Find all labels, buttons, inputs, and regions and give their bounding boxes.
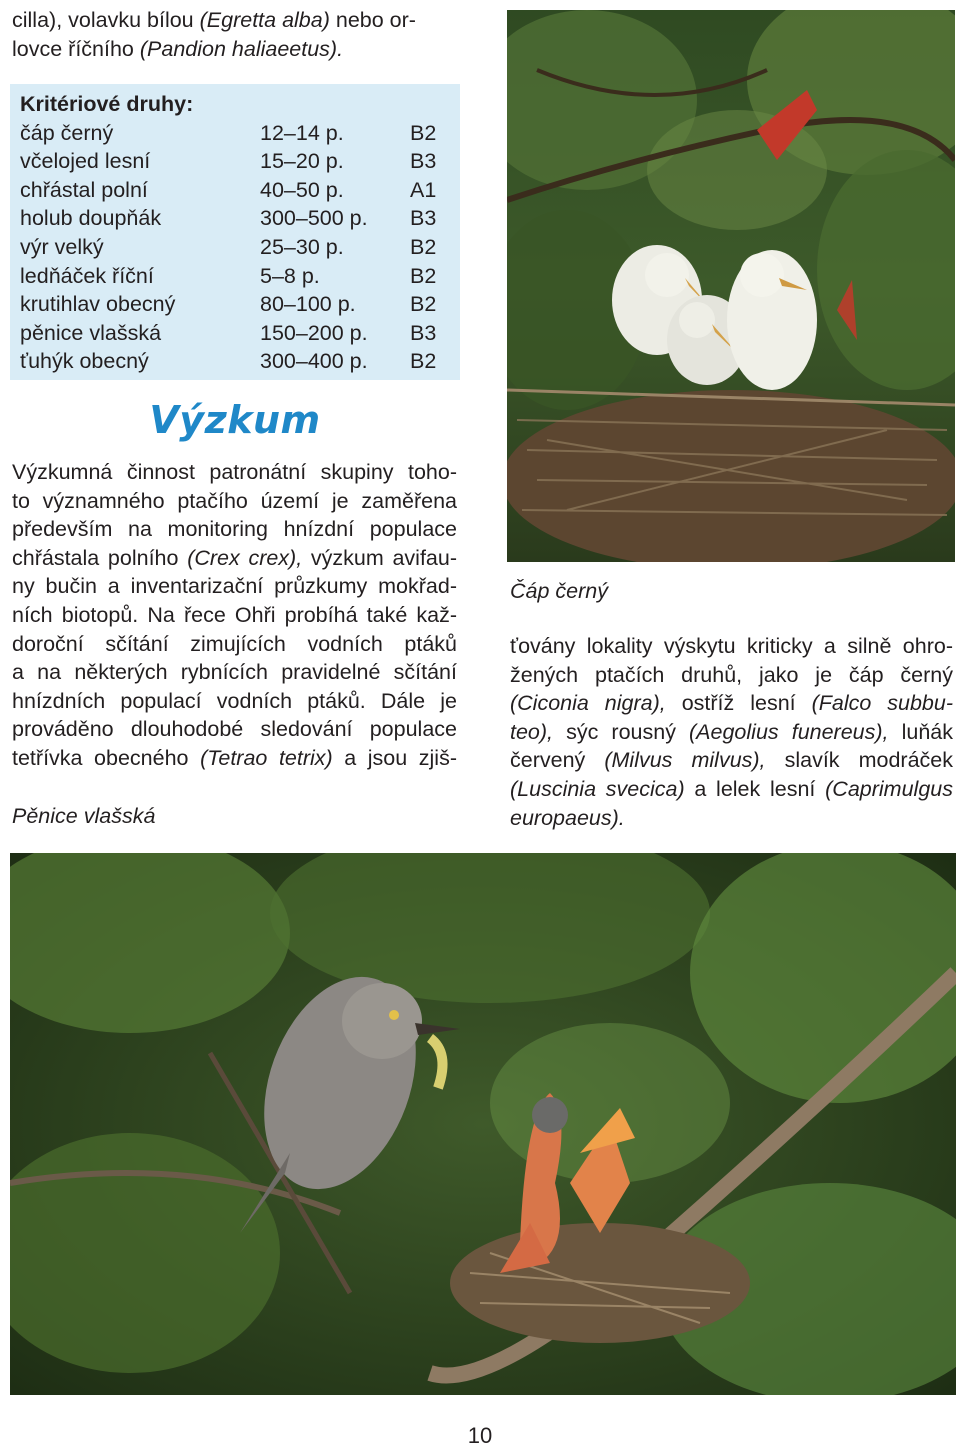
criterion-code: B2 <box>410 234 437 259</box>
criteria-row <box>20 319 450 348</box>
pair-count: 12–14 p. <box>260 120 344 145</box>
species-latin-name: (Egretta alba) <box>199 8 330 32</box>
text-line <box>510 718 953 747</box>
criterion-code: B2 <box>410 120 437 145</box>
species-latin-name: (Tetrao tetrix) <box>200 745 333 770</box>
criteria-species-box <box>10 84 460 380</box>
criterion-code: B3 <box>410 206 437 231</box>
text-line: prováděno dlouhodobé sledování populace <box>12 717 457 742</box>
pair-count: 80–100 p. <box>260 292 356 317</box>
species-latin-name: europaeus). <box>510 805 625 830</box>
text-span: slavík modráček <box>765 748 953 773</box>
intro-text: lovce říčního <box>12 36 140 61</box>
criteria-heading: Kritériové druhy: <box>20 92 194 116</box>
criterion-code: B3 <box>410 149 437 174</box>
text-line: ny bučin a inventarizační průzkumy mokřad- <box>12 574 457 599</box>
text-span: výzkum avifau- <box>302 545 457 570</box>
text-line: žených ptačích druhů, jako je čáp černý <box>510 662 953 687</box>
species-latin-name: (Luscinia svecica) <box>510 776 685 801</box>
text-line <box>12 744 457 773</box>
text-line: ťovány lokality výskytu kriticky a silně ohro- <box>510 634 953 658</box>
research-paragraph-continued <box>510 632 953 832</box>
research-paragraph <box>12 458 457 773</box>
species-latin-name: (Aegolius funereus), <box>689 719 889 744</box>
text-span: luňák <box>888 719 953 744</box>
text-line: doroční sčítání zimujících vodních ptáků <box>12 631 457 656</box>
text-line: především na monitoring hnízdní populace <box>12 517 457 542</box>
species-name: chřástal polní <box>20 177 148 202</box>
species-name: pěnice vlašská <box>20 320 162 345</box>
criteria-row <box>20 290 450 319</box>
text-span: červený <box>510 748 605 773</box>
species-name: výr velký <box>20 234 104 259</box>
text-line <box>510 775 953 804</box>
criterion-code: B3 <box>410 320 437 345</box>
pair-count: 300–400 p. <box>260 349 368 374</box>
species-latin-name: (Ciconia nigra), <box>510 691 666 716</box>
species-latin-name: (Falco subbu- <box>811 691 953 716</box>
criterion-code: B2 <box>410 263 437 288</box>
criteria-row <box>20 204 450 233</box>
intro-text: nebo or- <box>329 8 416 32</box>
text-span: a jsou zjiš- <box>332 745 457 770</box>
text-line <box>510 746 953 775</box>
intro-text: cilla), volavku bílou <box>12 8 200 32</box>
species-latin-name: (Milvus milvus), <box>604 748 766 773</box>
page-number: 10 <box>467 1423 493 1448</box>
pair-count: 25–30 p. <box>260 234 344 259</box>
text-line <box>12 544 457 573</box>
pair-count: 5–8 p. <box>260 263 320 288</box>
species-name: holub doupňák <box>20 206 162 231</box>
species-latin-name: (Caprimulgus <box>825 776 953 801</box>
text-span: chřástala polního <box>12 545 188 570</box>
pair-count: 300–500 p. <box>260 206 368 231</box>
text-line: Výzkumná činnost patronátní skupiny toho- <box>12 460 457 484</box>
criteria-row <box>20 233 450 262</box>
pair-count: 40–50 p. <box>260 177 344 202</box>
criteria-row <box>20 147 450 176</box>
species-name: krutihlav obecný <box>20 292 176 317</box>
criteria-row <box>20 176 450 205</box>
photo-caption-stork: Čáp černý <box>510 579 608 603</box>
criterion-code: B2 <box>410 349 437 374</box>
criteria-row <box>20 119 450 148</box>
species-latin-name: (Crex crex), <box>187 545 303 570</box>
black-stork-nest-photo <box>507 10 955 562</box>
text-span: tetřívka obecného <box>12 745 201 770</box>
species-name: ťuhýk obecný <box>20 349 149 374</box>
section-title: Výzkum <box>149 398 321 442</box>
intro-paragraph <box>12 6 482 63</box>
text-line: ních biotopů. Na řece Ohři probíhá také kaž- <box>12 602 457 627</box>
criteria-row <box>20 347 450 376</box>
species-name: ledňáček říční <box>20 263 154 288</box>
criteria-row <box>20 262 450 291</box>
text-line <box>510 804 953 833</box>
text-span: sýc rousný <box>553 719 690 744</box>
barred-warbler-nest-photo <box>10 853 956 1395</box>
species-name: včelojed lesní <box>20 149 151 174</box>
text-line <box>510 689 953 718</box>
text-line: to významného ptačího území je zaměřena <box>12 488 457 513</box>
pair-count: 15–20 p. <box>260 149 344 174</box>
species-latin-name: (Pandion haliaeetus). <box>139 36 344 61</box>
text-line: a na některých rybnících pravidelné sčítání <box>12 660 457 685</box>
text-span: a lelek lesní <box>684 776 826 801</box>
species-name: čáp černý <box>20 120 114 145</box>
criterion-code: B2 <box>410 292 437 317</box>
species-latin-name: teo), <box>510 719 554 744</box>
text-line: hnízdních populací vodních ptáků. Dále je <box>12 688 457 713</box>
criteria-table <box>20 119 450 376</box>
text-span: ostříž lesní <box>665 691 812 716</box>
criterion-code: A1 <box>410 177 437 202</box>
pair-count: 150–200 p. <box>260 320 368 345</box>
photo-caption-warbler: Pěnice vlašská <box>12 804 156 828</box>
